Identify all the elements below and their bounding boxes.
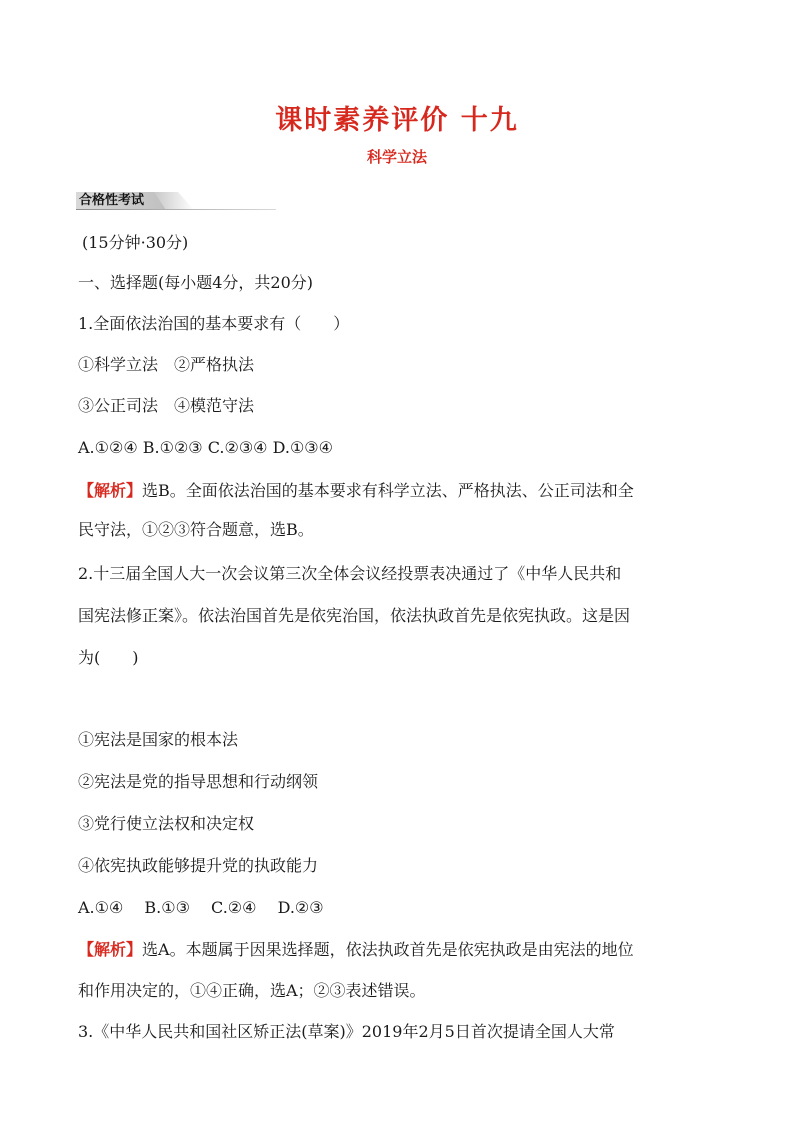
q2-choices: A.①④ B.①③ C.②④ D.②③	[78, 898, 324, 917]
q2-stem-line2: 国宪法修正案》。依法治国首先是依宪治国，依法执政首先是依宪执政。这是因	[78, 606, 631, 625]
q1-choices: A.①②④ B.①②③ C.②③④ D.①③④	[78, 438, 333, 457]
q2-analysis-line2: 和作用决定的，①④正确，选A；②③表述错误。	[78, 981, 426, 1000]
section-tag	[76, 192, 276, 214]
q1-analysis-line1	[78, 480, 634, 502]
part1-heading: 一、选择题(每小题4分，共20分)	[78, 273, 314, 292]
q2-stem-line1: 2.十三届全国人大一次会议第三次全体会议经投票表决通过了《中华人民共和	[78, 564, 622, 583]
q3-stem-line1: 3.《中华人民共和国社区矫正法(草案)》2019年2月5日首次提请全国人大常	[78, 1022, 615, 1041]
q2-option-2: ②宪法是党的指导思想和行动纲领	[78, 772, 319, 791]
q1-options-line1: ①科学立法 ②严格执法	[78, 355, 255, 374]
q2-analysis-label: 【解析】	[78, 940, 143, 959]
q1-analysis-line2: 民守法，①②③符合题意，选B。	[78, 520, 314, 539]
q2-analysis-line1	[78, 939, 634, 961]
q2-analysis-text: 选A。本题属于因果选择题，依法执政首先是依宪执政是由宪法的地位	[142, 940, 634, 959]
q1-options-line2: ③公正司法 ④模范守法	[78, 396, 255, 415]
q2-option-3: ③党行使立法权和决定权	[78, 814, 255, 833]
q1-analysis-text: 选B。全面依法治国的基本要求有科学立法、严格执法、公正司法和全	[142, 481, 634, 500]
page-subtitle: 科学立法	[366, 148, 427, 166]
q1-analysis-label: 【解析】	[78, 481, 143, 500]
time-score: (15分钟·30分)	[82, 233, 189, 252]
q2-option-1: ①宪法是国家的根本法	[78, 730, 239, 749]
q2-option-4: ④依宪执政能够提升党的执政能力	[78, 856, 319, 875]
q1-stem: 1.全面依法治国的基本要求有（ ）	[78, 314, 350, 333]
page-title: 课时素养评价 十九	[275, 105, 519, 136]
section-tag-label: 合格性考试	[79, 193, 145, 208]
q2-stem-line3: 为( )	[78, 648, 139, 667]
